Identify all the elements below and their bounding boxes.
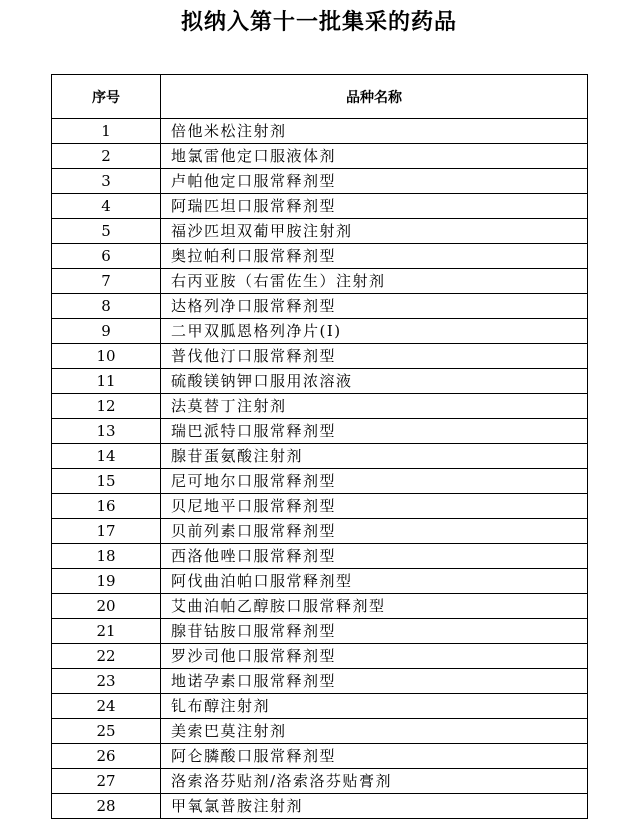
table-row <box>52 444 588 469</box>
table-row <box>52 144 588 169</box>
row-drug-name: 奥拉帕利口服常释剂型 <box>161 244 588 269</box>
row-drug-name: 罗沙司他口服常释剂型 <box>161 644 588 669</box>
table-body <box>52 119 588 819</box>
row-drug-name: 倍他米松注射剂 <box>161 119 588 144</box>
header-drug-name: 品种名称 <box>161 75 588 119</box>
table-row <box>52 219 588 244</box>
row-drug-name: 福沙匹坦双葡甲胺注射剂 <box>161 219 588 244</box>
row-drug-name: 硫酸镁钠钾口服用浓溶液 <box>161 369 588 394</box>
row-drug-name: 甲氧氯普胺注射剂 <box>161 794 588 819</box>
row-serial-number: 23 <box>52 669 161 694</box>
page-title: 拟纳入第十一批集采的药品 <box>180 10 457 35</box>
row-serial-number: 21 <box>52 619 161 644</box>
row-drug-name: 美索巴莫注射剂 <box>161 719 588 744</box>
row-serial-number: 9 <box>52 319 161 344</box>
table-row <box>52 719 588 744</box>
row-drug-name: 右丙亚胺（右雷佐生）注射剂 <box>161 269 588 294</box>
row-drug-name: 腺苷蛋氨酸注射剂 <box>161 444 588 469</box>
table-row <box>52 569 588 594</box>
header-serial-number: 序号 <box>52 75 161 119</box>
row-serial-number: 19 <box>52 569 161 594</box>
row-drug-name: 阿瑞匹坦口服常释剂型 <box>161 194 588 219</box>
row-serial-number: 17 <box>52 519 161 544</box>
row-serial-number: 13 <box>52 419 161 444</box>
table-row <box>52 744 588 769</box>
row-drug-name: 瑞巴派特口服常释剂型 <box>161 419 588 444</box>
row-serial-number: 28 <box>52 794 161 819</box>
table-row <box>52 269 588 294</box>
table-row <box>52 494 588 519</box>
row-serial-number: 2 <box>52 144 161 169</box>
table-row <box>52 769 588 794</box>
row-drug-name: 阿伐曲泊帕口服常释剂型 <box>161 569 588 594</box>
table-row <box>52 319 588 344</box>
row-serial-number: 27 <box>52 769 161 794</box>
row-serial-number: 12 <box>52 394 161 419</box>
row-serial-number: 25 <box>52 719 161 744</box>
table-row <box>52 669 588 694</box>
table-row <box>52 694 588 719</box>
row-drug-name: 达格列净口服常释剂型 <box>161 294 588 319</box>
row-serial-number: 10 <box>52 344 161 369</box>
table-row <box>52 544 588 569</box>
table-row <box>52 169 588 194</box>
table-row <box>52 244 588 269</box>
row-drug-name: 地诺孕素口服常释剂型 <box>161 669 588 694</box>
table-row <box>52 644 588 669</box>
table-row <box>52 294 588 319</box>
row-serial-number: 15 <box>52 469 161 494</box>
row-drug-name: 贝尼地平口服常释剂型 <box>161 494 588 519</box>
table-header-row <box>52 75 588 119</box>
row-drug-name: 洛索洛芬贴剂/洛索洛芬贴膏剂 <box>161 769 588 794</box>
row-serial-number: 14 <box>52 444 161 469</box>
drug-table <box>51 74 588 819</box>
row-serial-number: 1 <box>52 119 161 144</box>
row-drug-name: 西洛他唑口服常释剂型 <box>161 544 588 569</box>
table-row <box>52 519 588 544</box>
row-drug-name: 法莫替丁注射剂 <box>161 394 588 419</box>
row-serial-number: 22 <box>52 644 161 669</box>
row-drug-name: 腺苷钴胺口服常释剂型 <box>161 619 588 644</box>
row-serial-number: 16 <box>52 494 161 519</box>
row-drug-name: 地氯雷他定口服液体剂 <box>161 144 588 169</box>
row-serial-number: 18 <box>52 544 161 569</box>
row-serial-number: 4 <box>52 194 161 219</box>
table-row <box>52 394 588 419</box>
row-drug-name: 贝前列素口服常释剂型 <box>161 519 588 544</box>
table-row <box>52 419 588 444</box>
row-drug-name: 钆布醇注射剂 <box>161 694 588 719</box>
row-serial-number: 26 <box>52 744 161 769</box>
row-serial-number: 24 <box>52 694 161 719</box>
row-drug-name: 普伐他汀口服常释剂型 <box>161 344 588 369</box>
row-drug-name: 卢帕他定口服常释剂型 <box>161 169 588 194</box>
row-serial-number: 5 <box>52 219 161 244</box>
row-serial-number: 6 <box>52 244 161 269</box>
row-serial-number: 7 <box>52 269 161 294</box>
row-drug-name: 尼可地尔口服常释剂型 <box>161 469 588 494</box>
row-drug-name: 阿仑膦酸口服常释剂型 <box>161 744 588 769</box>
table-row <box>52 594 588 619</box>
table-row <box>52 619 588 644</box>
table-row <box>52 794 588 819</box>
table-row <box>52 194 588 219</box>
table-row <box>52 119 588 144</box>
row-drug-name: 二甲双胍恩格列净片(I) <box>161 319 588 344</box>
table-row <box>52 344 588 369</box>
table-row <box>52 369 588 394</box>
row-serial-number: 20 <box>52 594 161 619</box>
row-drug-name: 艾曲泊帕乙醇胺口服常释剂型 <box>161 594 588 619</box>
row-serial-number: 8 <box>52 294 161 319</box>
table-row <box>52 469 588 494</box>
row-serial-number: 3 <box>52 169 161 194</box>
row-serial-number: 11 <box>52 369 161 394</box>
